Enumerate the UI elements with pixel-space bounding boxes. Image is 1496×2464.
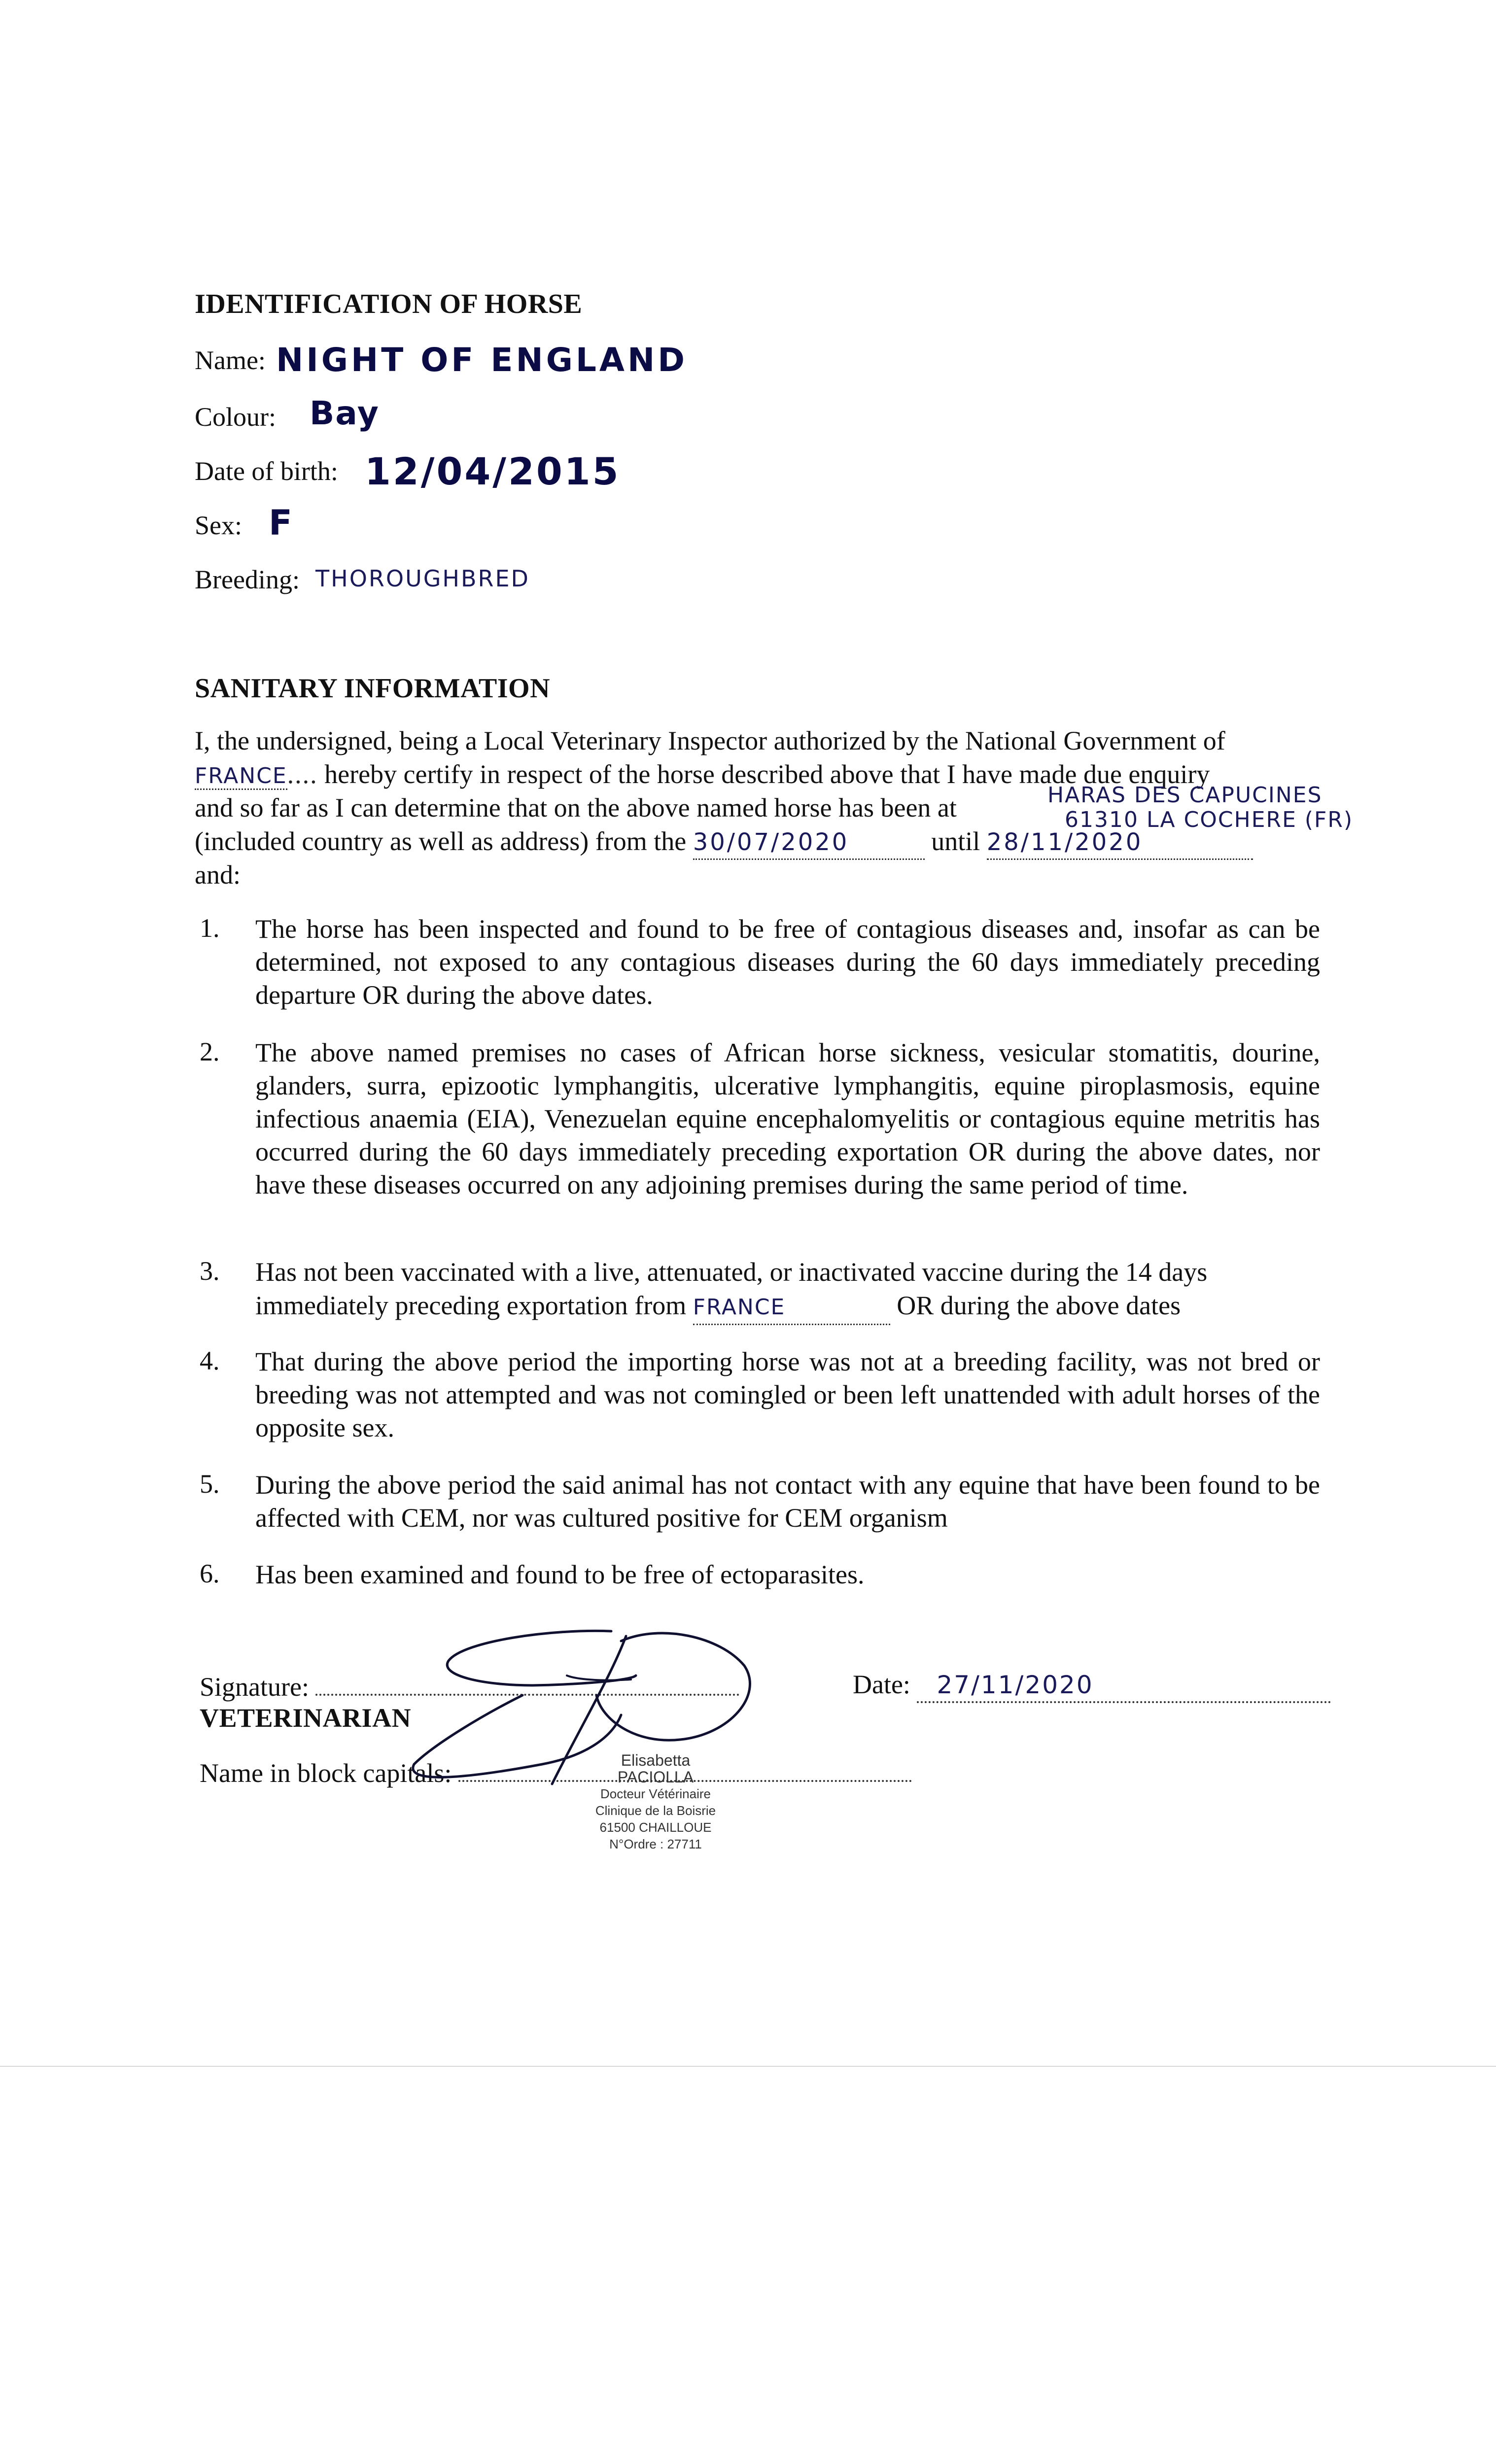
date-value: 27/11/2020 bbox=[917, 1669, 1331, 1703]
stamp-clinic: Clinique de la Boisrie bbox=[595, 1803, 716, 1818]
until-date-value: 28/11/2020 bbox=[987, 826, 1253, 860]
clause-2-text: The above named premises no cases of African horse sickness, vesicular stomatitis, dourine, glanders, surra, epizootic lymphangitis, ulcerative lymphangitis, equine piroplasmosis, equine infectious anaemia (EIA), Venezuelan equine encephalomyelitis or contagious equine metritis has occurred during the 60 days immediately preceding exportation OR during the above dates, nor have these diseases occurred on any adjoining premises during the same period of time. bbox=[255, 1038, 1320, 1199]
colour-label: Colour: bbox=[195, 402, 277, 432]
clause-3-text-b-start: immediately preceding exportation from bbox=[255, 1291, 687, 1320]
clause-6-number: 6. bbox=[200, 1559, 220, 1588]
date-line bbox=[853, 1668, 1331, 1703]
country-dots: .... bbox=[287, 759, 318, 789]
breeding-value: THOROUGHBRED bbox=[315, 565, 530, 592]
veterinary-stamp bbox=[582, 1752, 730, 1852]
page-divider bbox=[0, 2066, 1496, 2067]
stamp-name: Elisabetta PACIOLLA bbox=[617, 1751, 694, 1786]
clause-3-text-b-end: OR during the above dates bbox=[897, 1291, 1181, 1320]
date-label: Date: bbox=[853, 1670, 910, 1699]
clause-5-number: 5. bbox=[200, 1469, 220, 1499]
stamp-order-number: N°Ordre : 27711 bbox=[609, 1837, 702, 1851]
clause-6-text: Has been examined and found to be free of ectoparasites. bbox=[255, 1560, 865, 1589]
clause-3-number: 3. bbox=[200, 1256, 220, 1286]
identification-heading: IDENTIFICATION OF HORSE bbox=[195, 289, 583, 319]
country-value: FRANCE bbox=[195, 763, 287, 790]
name-value: NIGHT OF ENGLAND bbox=[276, 341, 688, 379]
intro-line-4-text: (included country as well as address) from the bbox=[195, 826, 687, 856]
name-label: Name: bbox=[195, 345, 266, 375]
sex-value: F bbox=[269, 503, 295, 543]
dob-label: Date of birth: bbox=[195, 456, 338, 486]
intro-line-1: I, the undersigned, being a Local Veterinary Inspector authorized by the National Government of bbox=[195, 726, 1225, 755]
intro-line-4 bbox=[195, 825, 1253, 860]
clause-3-text-a: Has not been vaccinated with a live, attenuated, or inactivated vaccine during the 14 days bbox=[255, 1257, 1208, 1287]
clause-2-number: 2. bbox=[200, 1037, 220, 1066]
until-label: until bbox=[931, 826, 980, 856]
clause-1-text: The horse has been inspected and found to be free of contagious diseases and, insofar as can be determined, not exposed to any contagious diseases during the 60 days immediately preceding departure OR during the above dates. bbox=[255, 914, 1320, 1010]
stamp-address: 61500 CHAILLOUE bbox=[599, 1820, 712, 1835]
veterinarian-role: VETERINARIAN bbox=[200, 1703, 412, 1733]
sex-label: Sex: bbox=[195, 511, 243, 540]
intro-line-5: and: bbox=[195, 860, 241, 890]
clause-4-text: That during the above period the importing horse was not at a breeding facility, was not bred or breeding was not attempted and was not comingled or been left unattended with adult horses of the opposite sex. bbox=[255, 1347, 1320, 1442]
clause-5-text: During the above period the said animal has not contact with any equine that have been found to be affected with CEM, nor was cultured positive for CEM organism bbox=[255, 1470, 1320, 1533]
clause-3-country: FRANCE bbox=[693, 1291, 890, 1325]
clause-3-text-b bbox=[255, 1289, 1181, 1325]
signature-label: Signature: bbox=[200, 1672, 309, 1702]
sanitary-heading: SANITARY INFORMATION bbox=[195, 673, 551, 704]
premises-line-2: 61310 LA COCHERE (FR) bbox=[1065, 807, 1354, 832]
clause-4-number: 4. bbox=[200, 1346, 220, 1375]
stamp-title: Docteur Vétérinaire bbox=[600, 1786, 711, 1801]
from-date-value: 30/07/2020 bbox=[693, 826, 925, 860]
clause-1-number: 1. bbox=[200, 913, 220, 943]
dob-value: 12/04/2015 bbox=[365, 449, 621, 493]
intro-line-3: and so far as I can determine that on the above named horse has been at bbox=[195, 793, 957, 822]
block-capitals-label: Name in block capitals: bbox=[200, 1758, 452, 1788]
intro-line-2-text: hereby certify in respect of the horse described above that I have made due enquiry bbox=[324, 759, 1210, 789]
premises-line-1: HARAS DES CAPUCINES bbox=[1047, 783, 1322, 808]
breeding-label: Breeding: bbox=[195, 565, 300, 594]
colour-value: Bay bbox=[310, 394, 380, 432]
